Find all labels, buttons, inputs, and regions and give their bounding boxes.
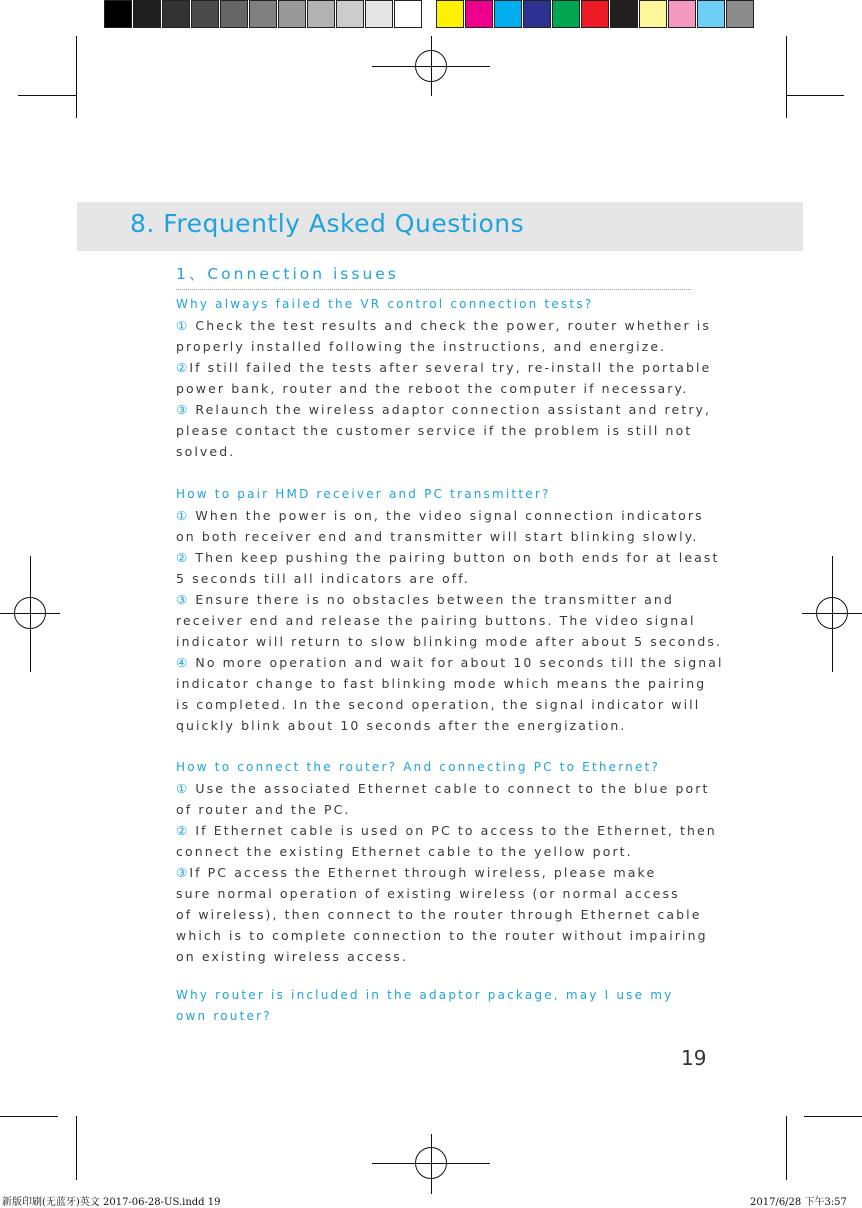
answer-number: ② <box>176 360 190 375</box>
section-title: 1、Connection issues <box>176 265 399 283</box>
answer-line: solved. <box>176 444 236 459</box>
page-number: 19 <box>681 1046 707 1070</box>
answer-line: of wireless), then connect to the router through Ethernet cable <box>176 907 702 922</box>
answer-line: 5 seconds till all indicators are off. <box>176 571 470 586</box>
crop-mark <box>0 1116 58 1117</box>
question: Why always failed the VR control connection tests? <box>176 297 594 311</box>
swatch <box>726 0 754 28</box>
answer-line: of router and the PC. <box>176 802 351 817</box>
registration-circle <box>415 1147 447 1179</box>
faq-2 <box>176 484 724 736</box>
answer-line <box>176 315 711 336</box>
answer-line: is completed. In the second operation, the signal indicator will <box>176 697 701 712</box>
registration-circle <box>14 597 46 629</box>
answer-line: which is to complete connection to the router without impairing <box>176 928 708 943</box>
chapter-title: 8. Frequently Asked Questions <box>130 209 525 238</box>
faq-3 <box>176 757 717 967</box>
footer-timestamp: 2017/6/28 下午3:57 <box>750 1197 847 1208</box>
answer-line <box>176 357 712 378</box>
dotted-divider <box>176 289 691 290</box>
answer-number: ④ <box>176 655 190 670</box>
swatch <box>523 0 551 28</box>
swatch <box>133 0 161 28</box>
crop-mark <box>76 1116 77 1180</box>
crop-mark <box>786 36 787 118</box>
answer-line: please contact the customer service if the problem is still not <box>176 423 693 438</box>
answer-line <box>176 589 696 610</box>
answer-line: on existing wireless access. <box>176 949 408 964</box>
answer-line <box>176 652 724 673</box>
calibration-bar-color <box>436 0 755 31</box>
swatch <box>162 0 190 28</box>
answer-number: ③ <box>176 865 190 880</box>
swatch <box>552 0 580 28</box>
answer-text: Use the associated Ethernet cable to connect to the blue port <box>189 781 710 796</box>
answer-line: sure normal operation of existing wireless (or normal access <box>176 886 680 901</box>
faq-1 <box>176 294 712 462</box>
crop-mark <box>786 1116 787 1180</box>
swatch <box>104 0 132 28</box>
answer-line: quickly blink about 10 seconds after the energization. <box>176 718 627 733</box>
answer-number: ① <box>176 781 190 796</box>
answer-line: connect the existing Ethernet cable to the yellow port. <box>176 844 633 859</box>
swatch <box>220 0 248 28</box>
swatch <box>394 0 422 28</box>
swatch <box>249 0 277 28</box>
question: How to pair HMD receiver and PC transmitter? <box>176 487 551 501</box>
calibration-bar-gray <box>104 0 423 31</box>
answer-line: indicator will return to slow blinking mode after about 5 seconds. <box>176 634 723 649</box>
answer-line <box>176 862 696 883</box>
answer-text: Relaunch the wireless adaptor connection assistant and retry, <box>189 402 712 417</box>
swatch <box>465 0 493 28</box>
answer-number: ② <box>176 823 190 838</box>
swatch <box>336 0 364 28</box>
footer-file-info: 新版印刷(无蓝牙)英文 2017-06-28-US.indd 19 <box>2 1197 221 1208</box>
answer-text: If still failed the tests after several try, re-install the portable <box>189 360 712 375</box>
answer-line: power bank, router and the reboot the computer if necessary. <box>176 381 689 396</box>
crop-mark <box>786 95 844 96</box>
swatch <box>365 0 393 28</box>
answer-number: ① <box>176 508 190 523</box>
swatch <box>191 0 219 28</box>
crop-mark <box>76 36 77 118</box>
swatch <box>436 0 464 28</box>
registration-circle <box>816 597 848 629</box>
answer-number: ① <box>176 318 190 333</box>
question: Why router is included in the adaptor package, may I use my <box>176 988 674 1002</box>
swatch <box>697 0 725 28</box>
answer-line: on both receiver end and transmitter will start blinking slowly. <box>176 529 699 544</box>
registration-circle <box>415 50 447 82</box>
swatch <box>610 0 638 28</box>
answer-line <box>176 505 704 526</box>
answer-line: indicator change to fast blinking mode which means the pairing <box>176 676 707 691</box>
swatch <box>278 0 306 28</box>
answer-number: ③ <box>176 592 190 607</box>
question: How to connect the router? And connecting PC to Ethernet? <box>176 760 661 774</box>
swatch <box>639 0 667 28</box>
answer-text: Ensure there is no obstacles between the transmitter and <box>189 592 674 607</box>
question: own router? <box>176 1009 272 1023</box>
answer-text: When the power is on, the video signal connection indicators <box>189 508 704 523</box>
answer-text: If PC access the Ethernet through wireless, please make <box>189 865 657 880</box>
chapter-header <box>77 202 803 251</box>
answer-line <box>176 547 720 568</box>
answer-line <box>176 778 710 799</box>
answer-text: Then keep pushing the pairing button on both ends for at least <box>189 550 720 565</box>
swatch <box>307 0 335 28</box>
answer-line <box>176 399 712 420</box>
answer-text: If Ethernet cable is used on PC to access to the Ethernet, then <box>189 823 717 838</box>
answer-line <box>176 820 717 841</box>
answer-text: Check the test results and check the power, router whether is <box>189 318 711 333</box>
answer-line: receiver end and release the pairing buttons. The video signal <box>176 613 696 628</box>
answer-number: ② <box>176 550 190 565</box>
swatch <box>668 0 696 28</box>
answer-line: properly installed following the instructions, and energize. <box>176 339 667 354</box>
answer-number: ③ <box>176 402 190 417</box>
swatch <box>494 0 522 28</box>
crop-mark <box>804 1116 862 1117</box>
faq-4 <box>176 985 696 1027</box>
swatch <box>581 0 609 28</box>
crop-mark <box>18 95 76 96</box>
answer-text: No more operation and wait for about 10 seconds till the signal <box>189 655 724 670</box>
